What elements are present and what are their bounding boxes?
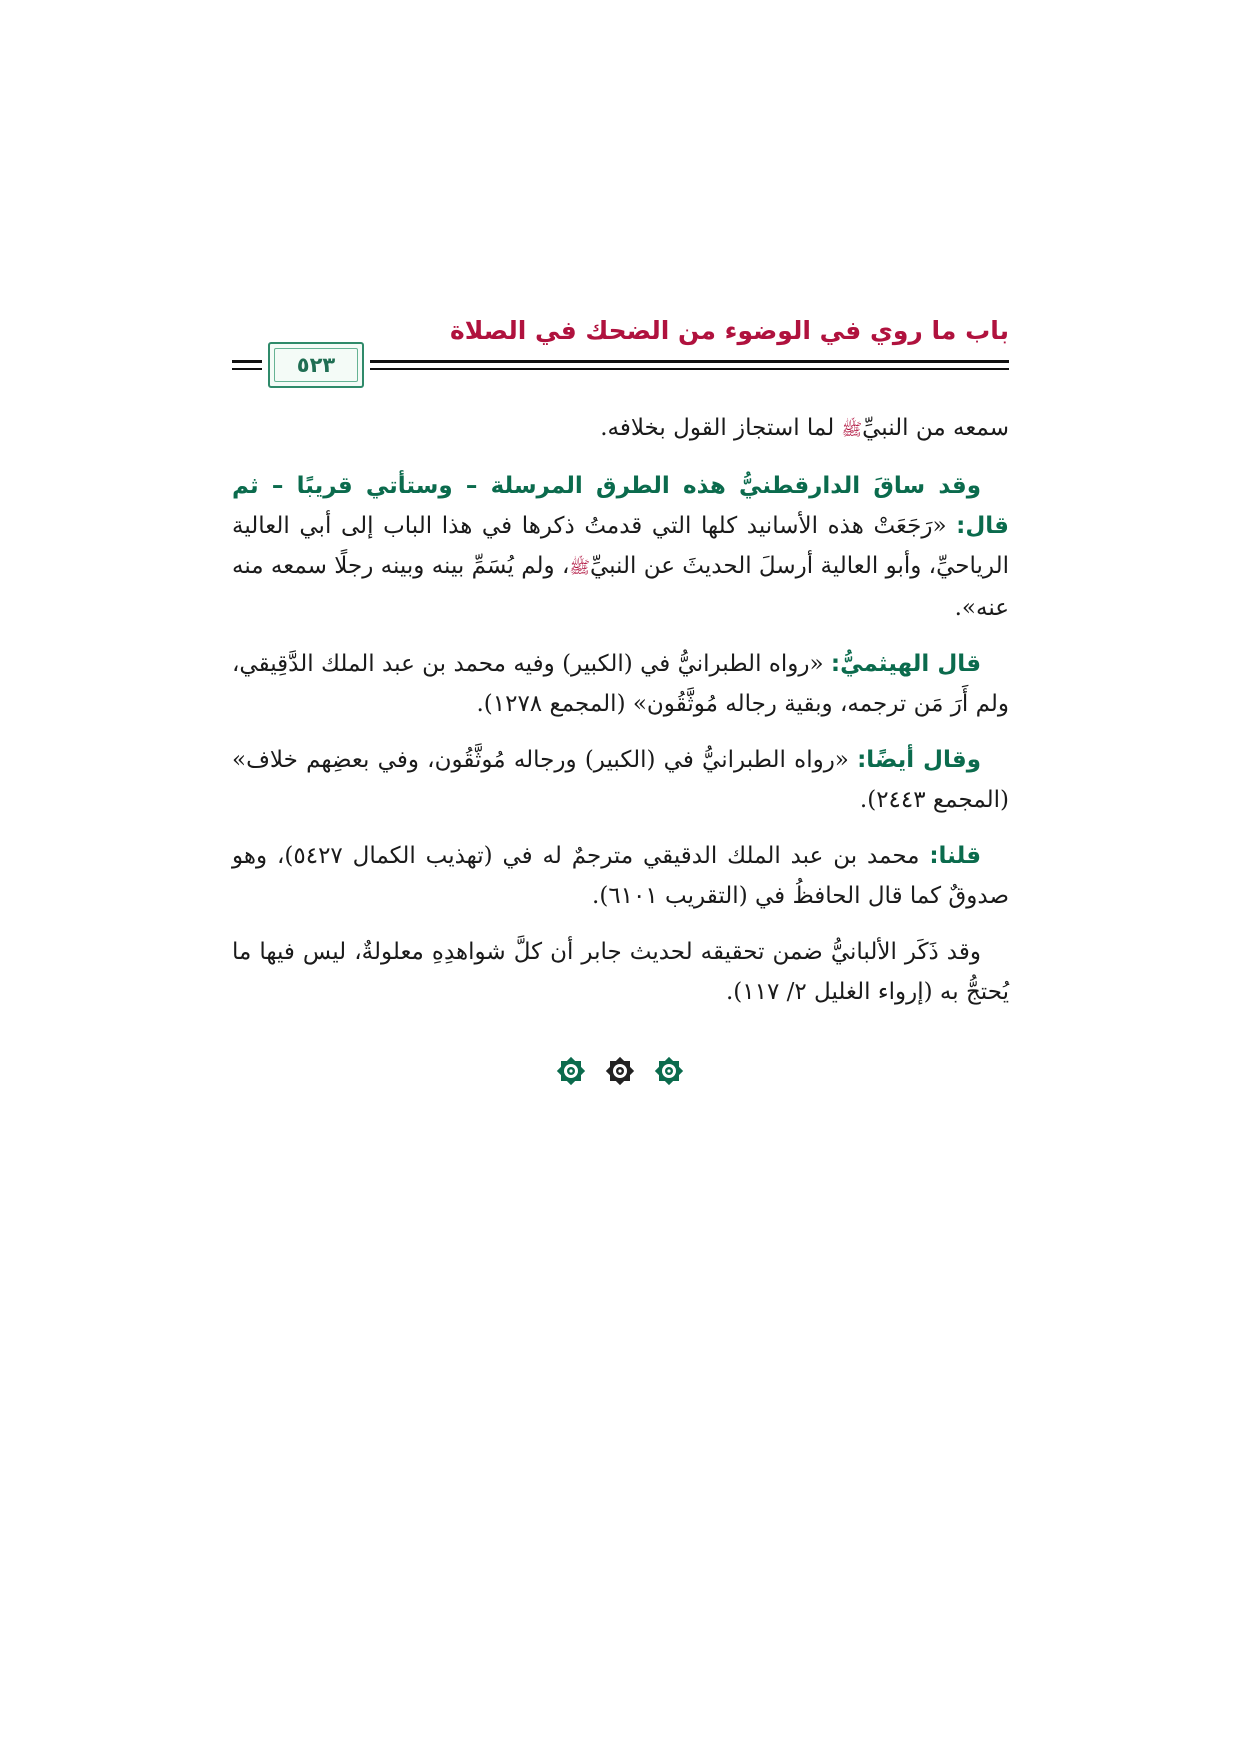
header-rule: [232, 360, 262, 363]
paragraph-text: سمعه من النبيِّ: [862, 415, 1009, 441]
header-rule: [370, 360, 1009, 363]
paragraph-lead: وقد ساقَ الدارقطنيُّ هذه الطرق المرسلة – وستأتي قريبًا – ثم قال:: [232, 473, 1009, 539]
paragraph-text: محمد بن عبد الملك الدقيقي مترجمٌ له في (تهذيب الكمال ٥٤٢٧)، وهو صدوقٌ كما قال الحافظُ في (التقريب ٦١٠١).: [232, 843, 1009, 909]
header-rule: [370, 368, 1009, 370]
paragraph-text: لما استجاز القول بخلافه.: [600, 415, 842, 441]
page-number-badge: [268, 342, 364, 388]
paragraph-text: «رواه الطبرانيُّ في (الكبير) ورجاله مُوثَّقُون، وفي بعضِهم خلاف» (المجمع ٢٤٤٣).: [232, 747, 1009, 813]
star-ornament-icon: [555, 1055, 587, 1087]
chapter-title: باب ما روي في الوضوء من الضحك في الصلاة: [450, 316, 1009, 345]
paragraph-text: وقد ذَكَر الألبانيُّ ضمن تحقيقه لحديث جابر أن كلَّ شواهدِهِ معلولةٌ، ليس فيها ما يُحتجُّ به (إرواء الغليل ٢/ ١١٧).: [232, 939, 1009, 1005]
paragraph-lead: وقال أيضًا:: [857, 747, 981, 773]
section-divider-ornaments: [0, 1055, 1240, 1091]
paragraph: [232, 408, 1009, 450]
paragraph-lead: قلنا:: [929, 843, 982, 869]
page-header: [232, 306, 1009, 394]
star-ornament-icon: [604, 1055, 636, 1087]
paragraph: [232, 932, 1009, 1012]
honorific-glyph: ﷺ: [569, 558, 590, 578]
honorific-glyph: ﷺ: [841, 420, 863, 440]
header-rule: [232, 368, 262, 370]
paragraph: [232, 740, 1009, 820]
paragraph-text: «رَجَعَتْ هذه الأسانيد كلها التي قدمتُ ذكرها في هذا الباب إلى أبي العالية الرياحيِّ، وأبو العالية أرسلَ الحديثَ عن النبيِّ: [232, 513, 1009, 579]
page-body: [232, 408, 1009, 1028]
paragraph-lead: قال الهيثميُّ:: [830, 651, 982, 677]
paragraph-text: «رواه الطبرانيُّ في (الكبير) وفيه محمد بن عبد الملك الدَّقِيقي، ولم أَرَ مَن ترجمه، وبقية رجاله مُوثَّقُون» (المجمع ١٢٧٨).: [232, 651, 1009, 717]
page-number: ٥٢٣: [296, 353, 336, 377]
paragraph: [232, 644, 1009, 724]
star-ornament-icon: [653, 1055, 685, 1087]
paragraph: [232, 466, 1009, 628]
paragraph-text: ، ولم يُسَمِّ بينه وبينه رجلًا سمعه منه عنه».: [232, 553, 1009, 621]
paragraph: [232, 836, 1009, 916]
